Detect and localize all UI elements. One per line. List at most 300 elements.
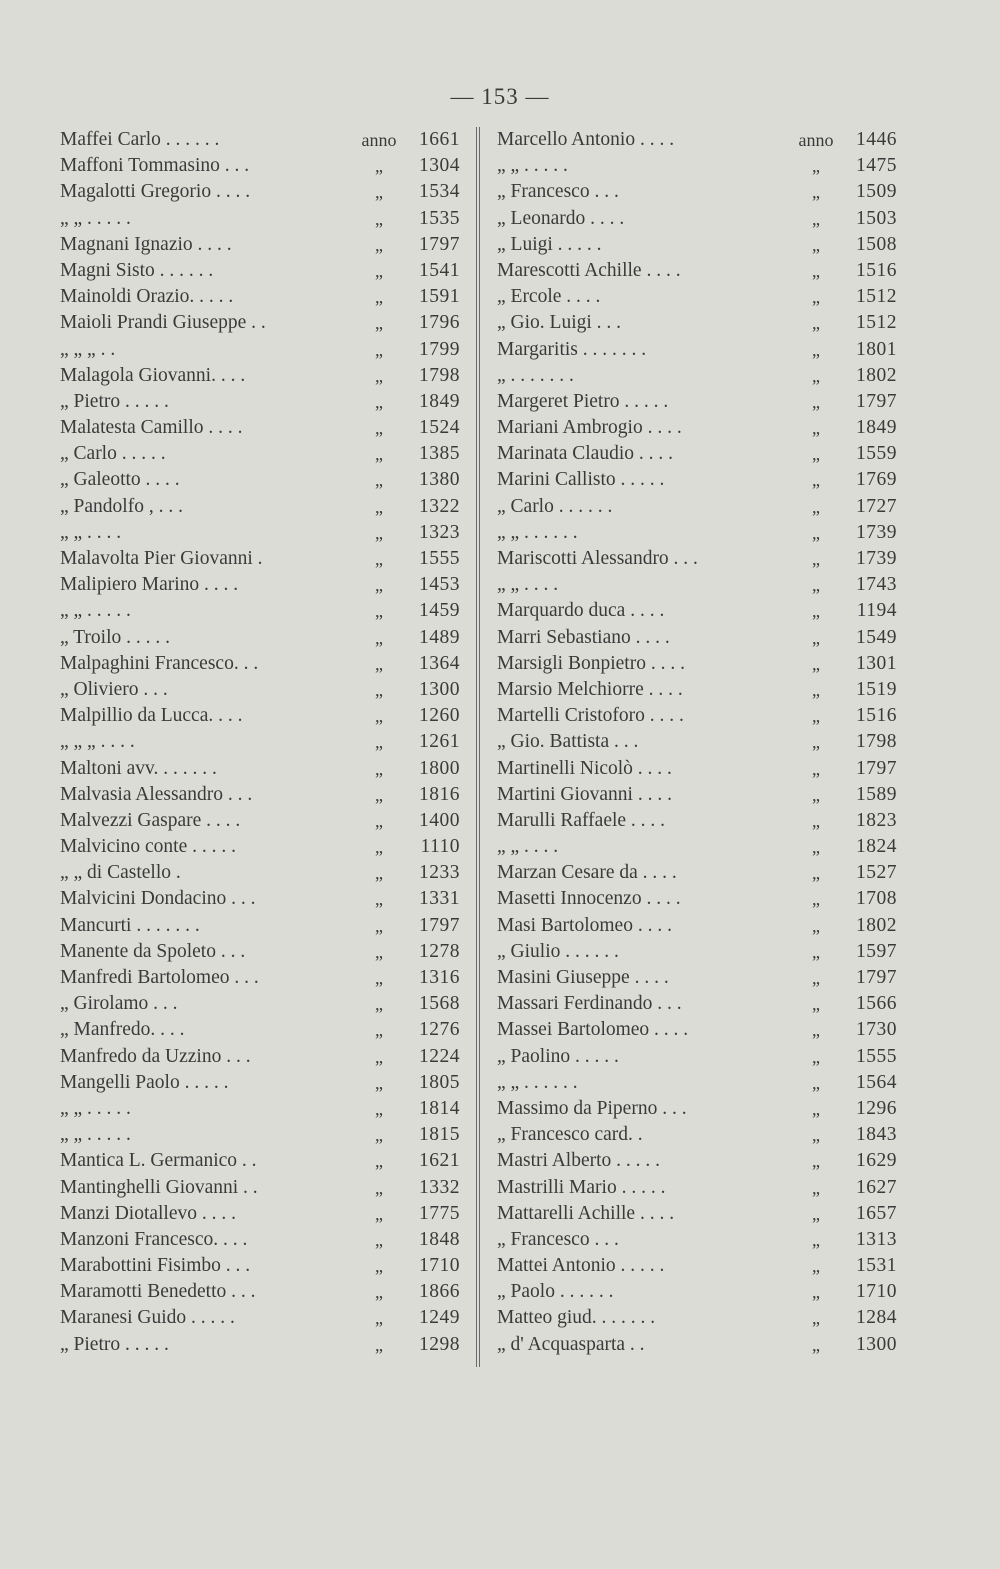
entry-year: 1110 (420, 836, 460, 858)
entry-anno-mark: „ (812, 679, 820, 700)
entry-anno-mark: „ (812, 889, 820, 910)
entry-name: „ Giulio . . . . . . (497, 940, 619, 962)
entry-name: „ „ . . . . . . (497, 521, 578, 543)
entry-name: Martini Giovanni . . . . (497, 783, 672, 805)
entry-name: Mantinghelli Giovanni . . (60, 1176, 258, 1198)
entry-year: 1194 (856, 600, 897, 622)
index-entry (60, 1279, 460, 1305)
entry-name: Marulli Raffaele . . . . (497, 809, 666, 831)
entry-anno-mark: „ (375, 444, 383, 465)
entry-anno-mark: anno (798, 130, 834, 150)
entry-name: Margaritis . . . . . . . (497, 338, 647, 360)
index-entry (497, 1044, 897, 1070)
index-entry (497, 782, 897, 808)
entry-name: „ Gio. Battista . . . (497, 731, 639, 753)
entry-anno-mark: „ (375, 1308, 383, 1329)
entry-anno-mark: „ (375, 679, 383, 700)
index-entry (497, 494, 897, 520)
entry-name: Mastrilli Mario . . . . . (497, 1176, 666, 1198)
entry-anno-mark: „ (812, 1256, 820, 1277)
entry-anno-mark: „ (812, 575, 820, 596)
entry-name: „ „ . . . . . (60, 1097, 131, 1119)
entry-name: „ „ „ . . . . (60, 731, 135, 753)
entry-year: 1797 (419, 233, 460, 255)
index-entry (60, 546, 460, 572)
entry-name: Manfredi Bartolomeo . . . (60, 967, 259, 988)
index-entry (497, 441, 897, 467)
entry-anno-mark: „ (812, 182, 820, 203)
entry-anno-mark: „ (812, 208, 820, 229)
entry-name: Mariscotti Alessandro . . . (497, 548, 698, 569)
entry-anno-mark: „ (375, 208, 383, 229)
index-entry (60, 572, 460, 598)
entry-year: 1508 (856, 233, 897, 255)
index-entry (60, 1096, 460, 1122)
entry-name: „ Troilo . . . . . (60, 626, 170, 648)
entry-name: Manente da Spoleto . . . (60, 940, 246, 962)
entry-year: 1276 (419, 1019, 460, 1041)
entry-name: Martelli Cristoforo . . . . (497, 705, 684, 727)
entry-name: Marabottini Fisimbo . . . (60, 1255, 251, 1277)
entry-year: 1380 (419, 469, 460, 491)
entry-anno-mark: „ (812, 313, 820, 334)
entry-name: „ Francesco . . . (497, 181, 619, 203)
entry-year: 1797 (419, 914, 460, 936)
index-entry (60, 206, 460, 232)
index-entry (497, 1253, 897, 1279)
index-entry (60, 703, 460, 729)
entry-anno-mark: „ (812, 601, 820, 622)
entry-year: 1524 (419, 417, 460, 439)
entry-anno-mark: „ (375, 339, 383, 360)
entry-year: 1566 (856, 993, 897, 1015)
index-entry (60, 834, 460, 860)
entry-year: 1249 (419, 1307, 460, 1329)
entry-name: „ Ercole . . . . (497, 286, 601, 308)
entry-year: 1233 (419, 862, 460, 884)
index-entry (497, 179, 897, 205)
entry-anno-mark: „ (812, 706, 820, 727)
index-entry (60, 337, 460, 363)
entry-name: Matteo giud. . . . . . . (497, 1307, 656, 1329)
entry-year: 1503 (856, 207, 897, 229)
index-entry (60, 886, 460, 912)
index-entry (60, 965, 460, 991)
entry-year: 1400 (419, 809, 460, 831)
entry-name: Manzoni Francesco. . . . (60, 1228, 248, 1250)
index-entry (497, 467, 897, 493)
index-entry (60, 1253, 460, 1279)
index-entry (60, 625, 460, 651)
entry-anno-mark: „ (812, 1098, 820, 1119)
entry-anno-mark: „ (812, 365, 820, 386)
entry-year: 1316 (419, 967, 460, 988)
entry-year: 1519 (856, 678, 897, 700)
entry-anno-mark: „ (812, 549, 820, 569)
index-entry (497, 598, 897, 624)
entry-anno-mark: „ (375, 182, 383, 203)
entry-name: Maffei Carlo . . . . . . (60, 129, 220, 150)
entry-name: Mariani Ambrogio . . . . (497, 417, 682, 439)
entry-year: 1260 (419, 705, 460, 727)
entry-anno-mark: „ (375, 1177, 383, 1198)
entry-year: 1823 (856, 809, 897, 831)
entry-anno-mark: „ (375, 941, 383, 962)
entry-anno-mark: „ (812, 1308, 820, 1329)
entry-year: 1541 (419, 259, 460, 281)
entry-name: „ Oliviero . . . (60, 678, 168, 700)
entry-year: 1459 (419, 600, 460, 622)
entry-name: „ „ . . . . . . (497, 1071, 578, 1093)
entry-year: 1512 (856, 312, 897, 334)
index-entry (60, 1017, 460, 1043)
entry-year: 1739 (856, 548, 897, 569)
index-entry (60, 520, 460, 546)
index-entry (497, 1305, 897, 1331)
entry-name: Magnani Ignazio . . . . (60, 233, 232, 255)
entry-year: 1848 (419, 1228, 460, 1250)
entry-year: 1564 (856, 1071, 897, 1093)
entry-year: 1627 (856, 1176, 897, 1198)
entry-year: 1301 (856, 652, 897, 674)
entry-anno-mark: „ (375, 810, 383, 831)
entry-anno-mark: „ (812, 1020, 820, 1041)
index-entry (497, 1096, 897, 1122)
index-entry (60, 127, 460, 153)
entry-anno-mark: „ (812, 941, 820, 962)
entry-name: Malvezzi Gaspare . . . . (60, 809, 241, 831)
entry-year: 1800 (419, 757, 460, 779)
entry-anno-mark: „ (812, 470, 820, 491)
right-column (497, 127, 897, 1358)
index-entry (497, 939, 897, 965)
entry-anno-mark: „ (375, 732, 383, 753)
entry-year: 1555 (419, 548, 460, 569)
entry-anno-mark: „ (375, 575, 383, 596)
entry-anno-mark: „ (812, 1203, 820, 1224)
entry-anno-mark: „ (375, 994, 383, 1015)
entry-name: „ Paolo . . . . . . (497, 1281, 614, 1303)
entry-year: 1824 (856, 836, 897, 858)
index-entry (497, 756, 897, 782)
entry-name: Magalotti Gregorio . . . . (60, 181, 251, 203)
entry-year: 1710 (419, 1255, 460, 1277)
entry-year: 1801 (856, 338, 897, 360)
index-entry (497, 651, 897, 677)
entry-anno-mark: „ (375, 287, 383, 308)
left-column (60, 127, 460, 1358)
entry-name: „ Pandolfo , . . . (60, 495, 183, 517)
entry-year: 1331 (419, 888, 460, 910)
entry-anno-mark: „ (375, 156, 383, 177)
entry-year: 1549 (856, 626, 897, 648)
entry-year: 1797 (856, 967, 897, 988)
entry-year: 1534 (419, 181, 460, 203)
entry-anno-mark: „ (375, 653, 383, 674)
entry-year: 1629 (856, 1150, 897, 1172)
entry-name: Massimo da Piperno . . . (497, 1097, 687, 1119)
entry-year: 1730 (856, 1019, 897, 1041)
entry-anno-mark: „ (812, 837, 820, 858)
entry-year: 1708 (856, 888, 897, 910)
entry-year: 1300 (856, 1333, 897, 1355)
entry-year: 1516 (856, 259, 897, 281)
index-entry (497, 1070, 897, 1096)
entry-anno-mark: „ (812, 1125, 820, 1146)
index-entry (60, 363, 460, 389)
entry-name: Marini Callisto . . . . . (497, 469, 665, 491)
entry-name: „ Girolamo . . . (60, 993, 178, 1015)
entry-year: 1509 (856, 181, 897, 203)
entry-anno-mark: „ (375, 784, 383, 805)
entry-year: 1796 (419, 312, 460, 334)
entry-year: 1799 (419, 338, 460, 360)
entry-anno-mark: „ (375, 1229, 383, 1250)
index-entry (60, 1227, 460, 1253)
index-entry (60, 1175, 460, 1201)
index-entry (497, 965, 897, 991)
entry-year: 1797 (856, 757, 897, 779)
index-entry (497, 415, 897, 441)
entry-anno-mark: „ (812, 1046, 820, 1067)
entry-anno-mark: „ (375, 1098, 383, 1119)
entry-year: 1300 (419, 678, 460, 700)
entry-anno-mark: „ (375, 1256, 383, 1277)
entry-name: Mastri Alberto . . . . . (497, 1150, 661, 1172)
index-entry (60, 494, 460, 520)
index-entry (497, 127, 897, 153)
entry-anno-mark: „ (375, 496, 383, 517)
entry-name: „ „ . . . . (497, 574, 559, 596)
page-number: — 153 — (450, 84, 550, 109)
entry-anno-mark: „ (375, 1125, 383, 1146)
entry-anno-mark: „ (812, 444, 820, 465)
entry-name: „ „ . . . . . (60, 1124, 131, 1146)
entry-year: 1516 (856, 705, 897, 727)
entry-year: 1849 (856, 417, 897, 439)
index-entry (60, 651, 460, 677)
entry-anno-mark: „ (812, 234, 820, 255)
entry-name: Malvicino conte . . . . . (60, 836, 237, 858)
index-entry (497, 153, 897, 179)
entry-year: 1621 (419, 1150, 460, 1172)
entry-name: „ Paolino . . . . . (497, 1045, 619, 1067)
entry-anno-mark: „ (812, 418, 820, 439)
entry-anno-mark: „ (375, 863, 383, 884)
entry-anno-mark: „ (375, 1020, 383, 1041)
entry-anno-mark: „ (812, 156, 820, 177)
entry-name: Mainoldi Orazio. . . . . (60, 286, 234, 308)
index-entry (497, 991, 897, 1017)
entry-anno-mark: „ (812, 994, 820, 1015)
index-entry (60, 913, 460, 939)
entry-name: „ „ . . . . . (60, 207, 131, 229)
entry-name: Malpaghini Francesco. . . (60, 652, 259, 674)
entry-year: 1843 (856, 1124, 897, 1146)
entry-name: Malagola Giovanni. . . . (60, 364, 246, 386)
entry-anno-mark: „ (812, 391, 820, 412)
entry-anno-mark: „ (375, 968, 383, 988)
entry-anno-mark: anno (361, 130, 397, 150)
index-entry (60, 284, 460, 310)
index-entry (497, 834, 897, 860)
entry-anno-mark: „ (375, 601, 383, 622)
entry-year: 1805 (419, 1071, 460, 1093)
entry-name: „ „ . . . . (497, 836, 559, 858)
index-entry (497, 1279, 897, 1305)
entry-name: „ Gio. Luigi . . . (497, 312, 622, 334)
entry-year: 1475 (856, 155, 897, 177)
entry-anno-mark: „ (375, 1072, 383, 1093)
entry-name: „ Pietro . . . . . (60, 1333, 169, 1355)
entry-anno-mark: „ (812, 496, 820, 517)
entry-anno-mark: „ (812, 863, 820, 884)
index-entry (497, 886, 897, 912)
entry-anno-mark: „ (812, 1177, 820, 1198)
entry-year: 1739 (856, 521, 897, 543)
entry-name: Magni Sisto . . . . . . (60, 259, 214, 281)
entry-year: 1657 (856, 1202, 897, 1224)
entry-anno-mark: „ (375, 1203, 383, 1224)
entry-year: 1815 (419, 1124, 460, 1146)
entry-name: „ Francesco card. . (497, 1124, 643, 1146)
entry-anno-mark: „ (812, 522, 820, 543)
entry-anno-mark: „ (375, 706, 383, 727)
index-entry (497, 913, 897, 939)
index-entry (60, 1201, 460, 1227)
index-entry (60, 598, 460, 624)
entry-name: Mangelli Paolo . . . . . (60, 1071, 229, 1093)
index-entry (60, 153, 460, 179)
entry-anno-mark: „ (812, 1229, 820, 1250)
entry-name: Manfredo da Uzzino . . . (60, 1045, 251, 1067)
entry-year: 1743 (856, 574, 897, 596)
entry-year: 1535 (419, 207, 460, 229)
entry-name: Massari Ferdinando . . . (497, 993, 682, 1015)
entry-year: 1591 (419, 286, 460, 308)
index-entry (60, 756, 460, 782)
entry-name: Malavolta Pier Giovanni . (60, 548, 263, 569)
index-entry (497, 520, 897, 546)
entry-anno-mark: „ (375, 889, 383, 910)
entry-year: 1261 (419, 731, 460, 753)
index-entry (497, 625, 897, 651)
index-entry (497, 232, 897, 258)
entry-year: 1568 (419, 993, 460, 1015)
entry-anno-mark: „ (375, 418, 383, 439)
entry-anno-mark: „ (812, 627, 820, 648)
entry-anno-mark: „ (375, 549, 383, 569)
entry-anno-mark: „ (375, 260, 383, 281)
entry-anno-mark: „ (375, 313, 383, 334)
index-entry (497, 572, 897, 598)
entry-anno-mark: „ (375, 234, 383, 255)
entry-name: „ Carlo . . . . . . (497, 495, 613, 517)
entry-year: 1278 (419, 940, 460, 962)
entry-name: Marescotti Achille . . . . (497, 259, 681, 281)
entry-name: „ „ . . . . (60, 521, 122, 543)
entry-name: Marcello Antonio . . . . (497, 129, 675, 150)
entry-year: 1489 (419, 626, 460, 648)
entry-name: Masetti Innocenzo . . . . (497, 888, 681, 910)
entry-name: Malipiero Marino . . . . (60, 574, 239, 596)
entry-year: 1313 (856, 1228, 897, 1250)
entry-name: Manzi Diotallevo . . . . (60, 1202, 237, 1224)
index-entry (60, 179, 460, 205)
entry-anno-mark: „ (375, 470, 383, 491)
entry-year: 1224 (419, 1045, 460, 1067)
entry-name: „ Leonardo . . . . (497, 207, 625, 229)
index-entry (497, 389, 897, 415)
entry-anno-mark: „ (375, 1282, 383, 1303)
index-entry (497, 677, 897, 703)
index-entry (60, 1332, 460, 1358)
entry-year: 1446 (856, 129, 897, 150)
index-entry (60, 782, 460, 808)
index-entry (60, 1070, 460, 1096)
entry-name: Marquardo duca . . . . (497, 600, 665, 622)
index-entry (497, 1201, 897, 1227)
entry-anno-mark: „ (375, 1334, 383, 1355)
entry-anno-mark: „ (375, 837, 383, 858)
index-entry (497, 808, 897, 834)
entry-year: 1802 (856, 364, 897, 386)
entry-anno-mark: „ (812, 810, 820, 831)
entry-year: 1284 (856, 1307, 897, 1329)
index-entry (497, 1227, 897, 1253)
index-entry (60, 939, 460, 965)
entry-name: Marri Sebastiano . . . . (497, 626, 670, 648)
index-entry (497, 729, 897, 755)
entry-year: 1296 (856, 1097, 897, 1119)
entry-anno-mark: „ (812, 915, 820, 936)
entry-name: Maranesi Guido . . . . . (60, 1307, 235, 1329)
entry-year: 1727 (856, 495, 897, 517)
index-entry (60, 232, 460, 258)
entry-name: Malvasia Alessandro . . . (60, 783, 253, 805)
entry-anno-mark: „ (812, 653, 820, 674)
index-entry (60, 441, 460, 467)
index-entry (497, 310, 897, 336)
entry-anno-mark: „ (375, 522, 383, 543)
index-entry (497, 1122, 897, 1148)
entry-year: 1512 (856, 286, 897, 308)
entry-name: Martinelli Nicolò . . . . (497, 757, 672, 779)
entry-year: 1559 (856, 443, 897, 465)
entry-anno-mark: „ (812, 287, 820, 308)
entry-year: 1453 (419, 574, 460, 596)
index-entry (60, 310, 460, 336)
entry-name: Masi Bartolomeo . . . . (497, 914, 672, 936)
entry-year: 1555 (856, 1045, 897, 1067)
entry-year: 1531 (856, 1255, 897, 1277)
entry-name: „ „ di Castello . (60, 862, 181, 884)
entry-anno-mark: „ (812, 732, 820, 753)
entry-name: „ Francesco . . . (497, 1228, 619, 1250)
entry-anno-mark: „ (812, 1334, 820, 1355)
entry-anno-mark: „ (812, 1282, 820, 1303)
entry-name: Marzan Cesare da . . . . (497, 862, 677, 884)
entry-name: „ Manfredo. . . . (60, 1019, 185, 1041)
index-entry (60, 1122, 460, 1148)
entry-name: Masini Giuseppe . . . . (497, 967, 669, 988)
index-entry (497, 1175, 897, 1201)
entry-name: „ Luigi . . . . . (497, 233, 602, 255)
index-entry (60, 415, 460, 441)
entry-anno-mark: „ (812, 968, 820, 988)
index-entry (497, 258, 897, 284)
entry-anno-mark: „ (812, 758, 820, 779)
